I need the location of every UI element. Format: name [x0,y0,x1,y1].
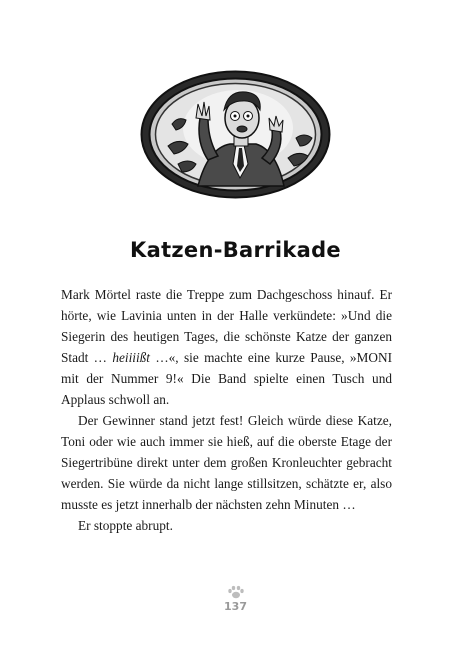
paw-print-icon [226,585,246,599]
paragraph-1-emphasis: heiiiißt [112,350,150,365]
paragraph-1 [61,284,392,410]
paragraph-1-text-end: …«, sie machte eine kurze Pause, »MONI mit der Nummer 9!« Die Band spielte einen Tusch und Applaus schwoll an. [61,350,392,407]
paragraph-1-text-start: Mark Mörtel raste die Treppe zum Dachgeschoss hinauf. Er hörte, wie Lavinia unten in der Halle verkündete: »Und die Siegerin des heutigen Tages, die schönste Katze der ganzen Stadt … [61,287,392,365]
page-number: 137 [224,600,247,613]
paragraph-3: Er stoppte abrupt. [78,518,173,533]
chapter-title: Katzen-Barrikade [130,238,341,262]
chapter-illustration [138,68,333,201]
body-text [61,284,392,536]
paragraph-2: Der Gewinner stand jetzt fest! Gleich würde diese Katze, Toni oder wie auch immer sie hieß, auf die oberste Etage der Siegertribüne direkt unter dem großen Kronleuchter gebracht werden. Sie würde da nicht lange stillsitzen, schätzte er, also musste es jetzt innerhalb der nächsten zehn Minuten … [61,413,392,512]
